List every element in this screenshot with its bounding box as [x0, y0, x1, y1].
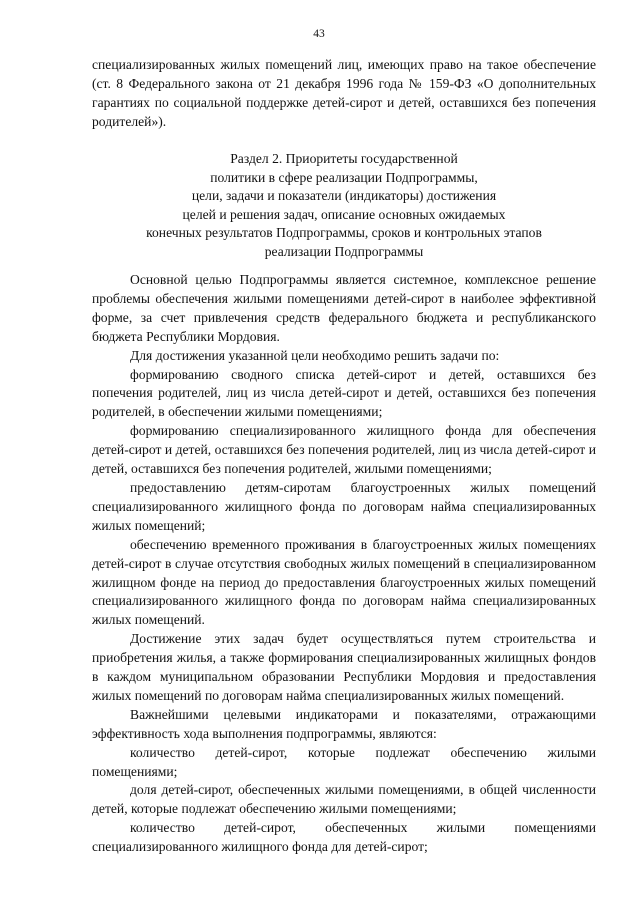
- page-number: 43: [313, 28, 325, 40]
- heading-line: цели, задачи и показатели (индикаторы) достижения: [191, 188, 497, 204]
- paragraph: Достижение этих задач будет осуществляться путем строительства и приобретения жилья, а также формирования специализированных жилищных фондов в каждом муниципальном образовании Республики Мордовия и предоставления жилых помещений по договорам найма специализированных жилых помещений.: [92, 631, 596, 703]
- paragraph: формированию специализированного жилищного фонда для обеспечения детей-сирот и детей, оставшихся без попечения родителей, лиц из числа детей-сирот и детей, оставшихся без попечения родителей, жилыми помещениями;: [92, 423, 596, 477]
- paragraph: количество детей-сирот, обеспеченных жилыми помещениями специализированного жилищного фонда для детей-сирот;: [92, 820, 596, 855]
- heading-line: целей и решения задач, описание основных ожидаемых: [182, 206, 506, 222]
- paragraph: предоставлению детям-сиротам благоустроенных жилых помещений специализированного жилищного фонда по договорам найма специализированных жилых помещений;: [92, 479, 596, 533]
- heading-line: политики в сфере реализации Подпрограммы,: [210, 169, 478, 185]
- paragraph: формированию сводного списка детей-сирот и детей, оставшихся без попечения родителей, лиц из числа детей-сирот и детей, оставшихся без попечения родителей, в обеспечении жилыми помещениями;: [92, 366, 596, 420]
- intro-paragraph: специализированных жилых помещений лиц, имеющих право на такое обеспечение (ст. 8 Федерального закона от 21 декабря 1996 года № 159-ФЗ «О дополнительных гарантиях по социальной поддержке детей-сирот и детей, оставшихся без попечения родителей»).: [92, 57, 596, 129]
- paragraph: Важнейшими целевыми индикаторами и показателями, отражающими эффективность хода выполнения подпрограммы, являются:: [92, 706, 596, 741]
- heading-line: реализации Подпрограммы: [264, 243, 424, 259]
- intro-block: [92, 56, 596, 132]
- paragraph: количество детей-сирот, которые подлежат обеспечению жилыми помещениями;: [92, 744, 596, 779]
- heading-line: конечных результатов Подпрограммы, сроков и контрольных этапов: [146, 225, 542, 241]
- paragraph: доля детей-сирот, обеспеченных жилыми помещениями, в общей численности детей, которые подлежат обеспечению жилыми помещениями;: [92, 782, 596, 817]
- heading-line: Раздел 2. Приоритеты государственной: [230, 151, 458, 166]
- main-text: [92, 271, 596, 857]
- paragraph: обеспечению временного проживания в благоустроенных жилых помещениях детей-сирот в случае отсутствия свободных жилых помещений в специализированном жилищном фонде на период до предоставления благоустроенных жилых помещений специализированного жилищного фонда по договорам найма специализированных жилых помещений.: [92, 536, 596, 628]
- section-heading: [92, 150, 596, 262]
- paragraph: Основной целью Подпрограммы является системное, комплексное решение проблемы обеспечения жилыми помещениями детей-сирот в наиболее эффективной форме, за счет привлечения средств федерального бюджета и республиканского бюджета Республики Мордовия.: [92, 272, 596, 344]
- paragraph: Для достижения указанной цели необходимо решить задачи по:: [130, 347, 500, 363]
